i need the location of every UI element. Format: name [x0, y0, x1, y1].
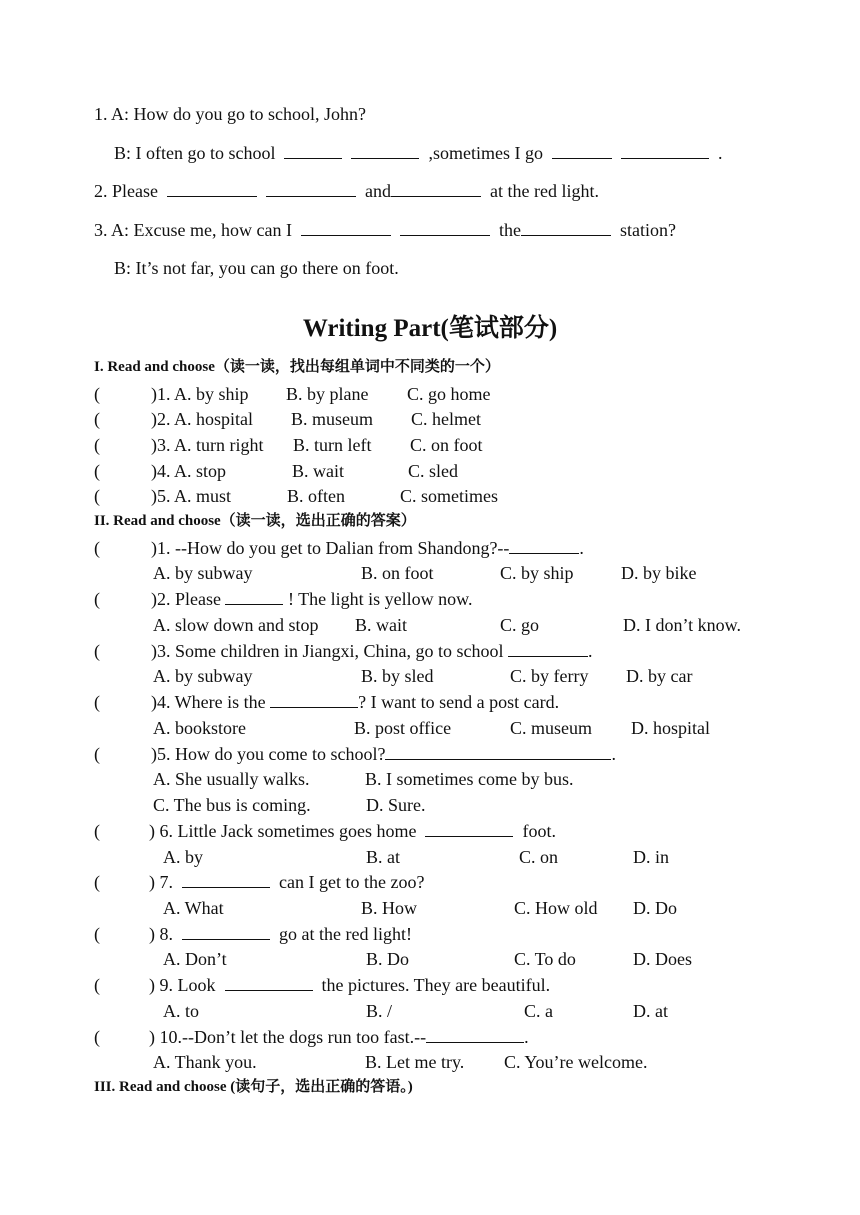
option-b: B. I sometimes come by bus.	[365, 769, 574, 789]
option-d: D. by car	[626, 666, 693, 686]
option-c: C. How old	[514, 898, 598, 918]
blank	[425, 820, 513, 837]
option-a: A. by subway	[153, 666, 253, 686]
text: can I get to the zoo?	[279, 872, 425, 892]
option-a: A. Don’t	[163, 949, 227, 969]
question-10	[149, 1026, 529, 1048]
blank	[284, 142, 342, 159]
question-5	[151, 743, 616, 765]
item-text: )4. A. stop	[151, 461, 227, 481]
blank	[225, 974, 313, 991]
option-c: C. on	[519, 847, 559, 867]
paren: (	[94, 486, 100, 506]
text: )1. --How do you get to Dalian from Shandong?--	[151, 538, 510, 558]
option-a: A. bookstore	[153, 718, 246, 738]
blank	[270, 691, 358, 708]
question-8	[149, 923, 412, 945]
option-c: C. helmet	[411, 409, 481, 429]
item-text: )1. A. by ship	[151, 384, 249, 404]
text: ) 10.--Don’t let the dogs run too fast.--	[149, 1027, 427, 1047]
option-b: B. post office	[354, 718, 452, 738]
text: )3. Some children in Jiangxi, China, go to school	[151, 641, 504, 661]
option-d: D. Do	[633, 898, 677, 918]
text: 2. Please	[94, 181, 158, 201]
option-b: B. turn left	[293, 435, 372, 455]
text: .	[587, 641, 593, 661]
question-2	[151, 588, 472, 610]
text: foot.	[522, 821, 556, 841]
paren: (	[94, 641, 100, 661]
blank	[167, 180, 257, 197]
option-c: C. To do	[514, 949, 576, 969]
paren: (	[94, 821, 100, 841]
paren: (	[94, 924, 100, 944]
text: the pictures. They are beautiful.	[321, 975, 551, 995]
text: 3. A: Excuse me, how can I	[94, 220, 292, 240]
option-b: B. How	[361, 898, 418, 918]
option-d: D. hospital	[631, 718, 710, 738]
item-text: )3. A. turn right	[151, 435, 264, 455]
blank	[521, 219, 611, 236]
blank	[391, 180, 481, 197]
paren: (	[94, 1027, 100, 1047]
option-b: B. often	[287, 486, 345, 506]
text: go at the red light!	[279, 924, 412, 944]
text: at the red light.	[489, 181, 599, 201]
option-b: B. by plane	[286, 384, 369, 404]
option-b: B. /	[366, 1001, 393, 1021]
text: ! The light is yellow now.	[287, 589, 473, 609]
text: ) 7.	[149, 872, 173, 892]
listening-line-3	[94, 180, 599, 202]
option-a: A. What	[163, 898, 224, 918]
section-2-heading: II. Read and choose（读一读，选出正确的答案）	[94, 513, 416, 529]
listening-line-4	[94, 219, 676, 241]
blank	[266, 180, 356, 197]
paren: (	[94, 744, 100, 764]
blank	[301, 219, 391, 236]
option-c: C. go	[500, 615, 540, 635]
option-d: D. by bike	[621, 563, 697, 583]
option-b: B. Do	[366, 949, 410, 969]
text: )5. How do you come to school?	[151, 744, 386, 764]
question-9	[149, 974, 550, 996]
option-a: A. She usually walks.	[153, 769, 310, 789]
option-d: D. Does	[633, 949, 692, 969]
question-1	[151, 537, 584, 559]
option-d: D. I don’t know.	[623, 615, 741, 635]
paren: (	[94, 461, 100, 481]
option-a: A. to	[163, 1001, 199, 1021]
option-c: C. The bus is coming.	[153, 795, 311, 815]
text: ,sometimes I go	[428, 143, 543, 163]
option-d: D. at	[633, 1001, 668, 1021]
option-c: C. museum	[510, 718, 593, 738]
section-1-heading: I. Read and choose（读一读，找出每组单词中不同类的一个）	[94, 359, 500, 375]
blank	[426, 1026, 524, 1043]
option-a: A. by subway	[153, 563, 253, 583]
text: and	[364, 181, 391, 201]
blank	[385, 743, 611, 760]
question-6	[149, 820, 556, 842]
blank	[182, 871, 270, 888]
paren: (	[94, 384, 100, 404]
question-3	[151, 640, 592, 662]
option-c: C. sled	[408, 461, 459, 481]
blank	[225, 588, 283, 605]
listening-line-1: 1. A: How do you go to school, John?	[94, 104, 366, 124]
option-b: B. museum	[291, 409, 374, 429]
blank	[508, 640, 588, 657]
text: )4. Where is the	[151, 692, 266, 712]
option-b: B. at	[366, 847, 400, 867]
option-c: C. by ship	[500, 563, 574, 583]
blank	[400, 219, 490, 236]
question-7	[149, 871, 424, 893]
paren: (	[94, 435, 100, 455]
paren: (	[94, 872, 100, 892]
option-d: D. Sure.	[366, 795, 426, 815]
text: .	[524, 1027, 529, 1047]
text: .	[579, 538, 584, 558]
item-text: )2. A. hospital	[151, 409, 253, 429]
blank	[182, 923, 270, 940]
option-b: B. on foot	[361, 563, 434, 583]
text: B: I often go to school	[114, 143, 276, 163]
paren: (	[94, 409, 100, 429]
listening-line-2	[114, 142, 722, 164]
text: station?	[619, 220, 676, 240]
writing-part-title: Writing Part(笔试部分)	[302, 315, 558, 342]
paren: (	[94, 975, 100, 995]
text: ) 8.	[149, 924, 173, 944]
blank	[351, 142, 419, 159]
option-d: D. in	[633, 847, 669, 867]
option-b: B. Let me try.	[365, 1052, 465, 1072]
text: .	[717, 143, 723, 163]
item-text: )5. A. must	[151, 486, 232, 506]
text: ) 9. Look	[149, 975, 216, 995]
option-c: C. by ferry	[510, 666, 589, 686]
text: )2. Please	[151, 589, 221, 609]
section-3-heading: III. Read and choose (读句子，选出正确的答语。)	[94, 1079, 413, 1095]
option-c: C. sometimes	[400, 486, 498, 506]
question-4	[151, 691, 559, 713]
option-b: B. by sled	[361, 666, 434, 686]
option-c: C. on foot	[410, 435, 483, 455]
text: the	[498, 220, 521, 240]
option-b: B. wait	[355, 615, 407, 635]
blank	[552, 142, 612, 159]
option-a: A. Thank you.	[153, 1052, 257, 1072]
text: ) 6. Little Jack sometimes goes home	[149, 821, 417, 841]
blank	[509, 537, 579, 554]
option-a: A. by	[163, 847, 203, 867]
text: ? I want to send a post card.	[358, 692, 560, 712]
option-a: A. slow down and stop	[153, 615, 319, 635]
text: .	[611, 744, 616, 764]
option-b: B. wait	[292, 461, 344, 481]
blank	[621, 142, 709, 159]
listening-line-5: B: It’s not far, you can go there on foot.	[114, 258, 399, 278]
option-c: C. You’re welcome.	[504, 1052, 648, 1072]
paren: (	[94, 538, 100, 558]
option-c: C. go home	[407, 384, 491, 404]
paren: (	[94, 692, 100, 712]
paren: (	[94, 589, 100, 609]
option-c: C. a	[524, 1001, 553, 1021]
